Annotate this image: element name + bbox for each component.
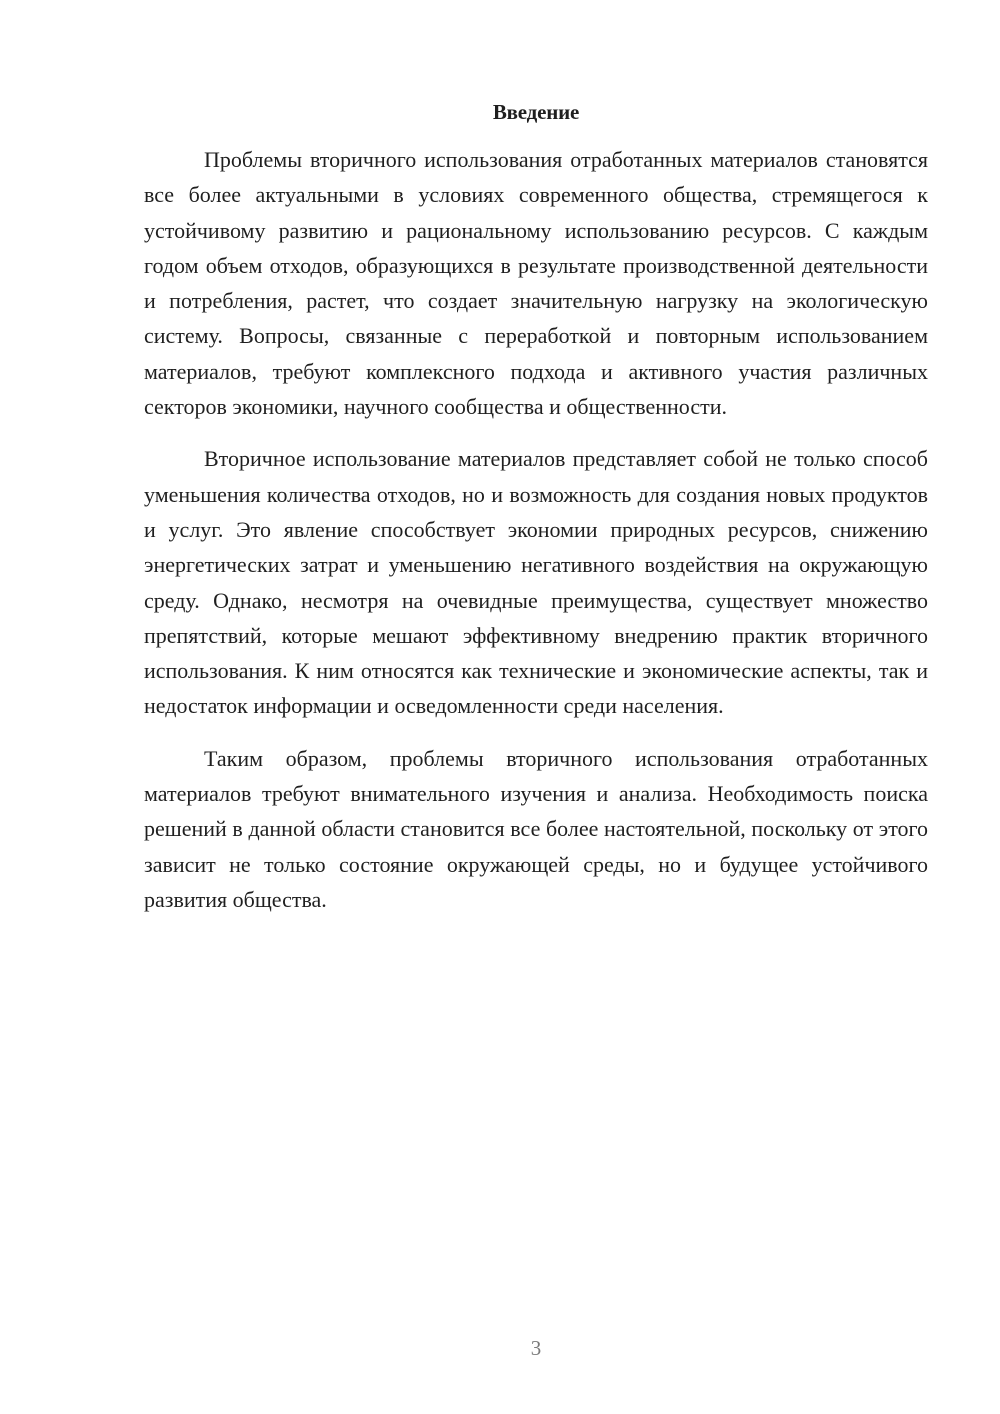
- paragraph-3: Таким образом, проблемы вторичного использования отработанных материалов требуют внимательного изучения и анализа. Необходимость поиска решений в данной области становится все более настоятельной, поскольку от этого зависит не только состояние окружающей среды, но и будущее устойчивого развития общества.: [144, 745, 928, 912]
- section-heading: Введение: [492, 100, 580, 124]
- page-content: [144, 96, 928, 917]
- page-number: 3: [530, 1336, 542, 1360]
- paragraph-2: Вторичное использование материалов представляет собой не только способ уменьшения количества отходов, но и возможность для создания новых продуктов и услуг. Это явление способствует экономии природных ресурсов, снижению энергетических затрат и уменьшению негативного воздействия на окружающую среду. Однако, несмотря на очевидные преимущества, существует множество препятствий, которые мешают эффективному внедрению практик вторичного использования. К ним относятся как технические и экономические аспекты, так и недостаток информации и осведомленности среди населения.: [144, 446, 928, 719]
- paragraph-1: Проблемы вторичного использования отработанных материалов становятся все более актуальными в условиях современного общества, стремящегося к устойчивому развитию и рациональному использованию ресурсов. С каждым годом объем отходов, образующихся в результате производственной деятельности и потребления, растет, что создает значительную нагрузку на экологическую систему. Вопросы, связанные с переработкой и повторным использованием материалов, требуют комплексного подхода и активного участия различных секторов экономики, научного сообщества и общественности.: [144, 147, 928, 420]
